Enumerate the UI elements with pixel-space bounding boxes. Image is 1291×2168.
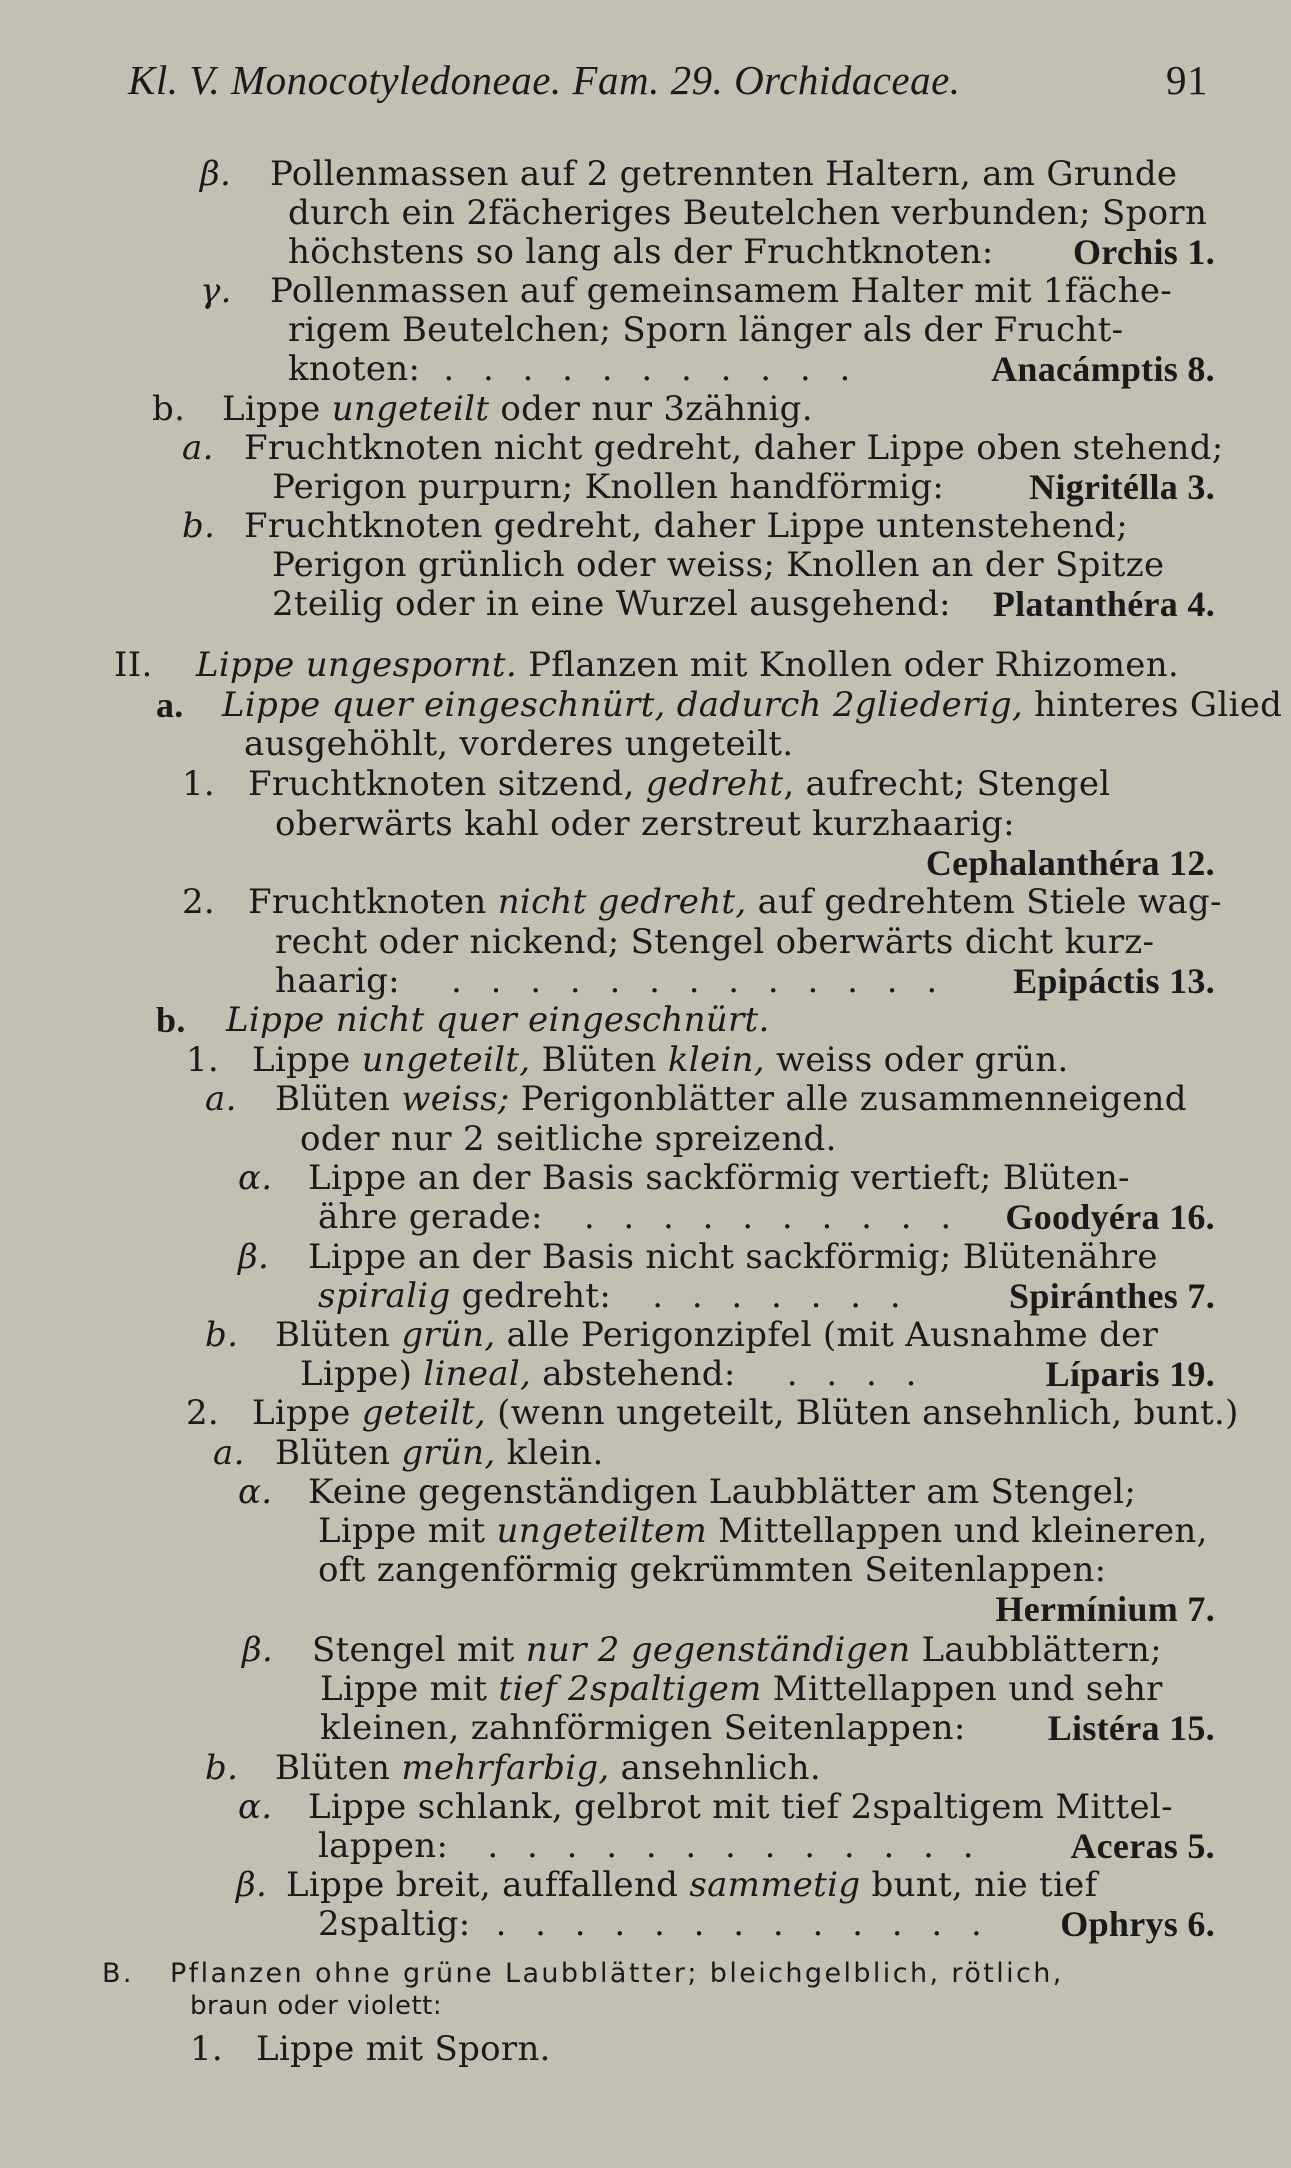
text-line [275, 922, 1215, 962]
line-text: bunt, nie tief [860, 1865, 1098, 1905]
line-text: Fruchtknoten gedreht, daher Lippe untenstehend; [244, 506, 1128, 546]
line-marker: II. [114, 645, 153, 685]
line-text: durch ein 2fächeriges Beutelchen verbunden; Sporn [288, 193, 1208, 233]
line-text: oder nur 2 seitliche spreizend. [300, 1119, 837, 1159]
line-text: Perigonblätter alle zusammenneigend [509, 1079, 1187, 1119]
text-line [272, 584, 1215, 624]
text-line [288, 349, 1215, 389]
line-marker: 1. [186, 1040, 220, 1080]
line-text: Blüten [275, 1079, 402, 1119]
leader-dots: . . . . . . . . . . . [443, 349, 860, 389]
line-text: Lippe mit [318, 1511, 497, 1551]
line-text: Pollenmassen auf gemeinsamem Halter mit 1fäche- [270, 271, 1173, 311]
genus-name: Epipáctis 13. [1013, 961, 1215, 1001]
line-marker: a. [205, 1079, 237, 1119]
line-marker: 2. [186, 1393, 220, 1433]
line-marker: b. [156, 1000, 186, 1040]
line-text: ähre gerade: [318, 1197, 543, 1237]
line-text: höchstens so lang als der Fruchtknoten: [288, 232, 994, 272]
line-text-italic: mehrfarbig, [401, 1748, 610, 1788]
text-line [275, 961, 1215, 1001]
leader-dots: . . . . [786, 1354, 926, 1394]
line-text: Lippe) [300, 1354, 424, 1394]
line-marker: α. [238, 1472, 273, 1512]
line-text-italic: ungeteilt [331, 389, 490, 429]
running-header [128, 56, 1208, 106]
text-line [238, 1237, 1215, 1277]
line-marker: α. [238, 1787, 273, 1827]
line-marker: α. [238, 1158, 273, 1198]
text-line [275, 804, 1215, 844]
line-text-italic: grün, [401, 1433, 496, 1473]
text-line [318, 1826, 1215, 1866]
genus-name: Hermínium 7. [995, 1589, 1215, 1629]
line-text-italic: spiralig [318, 1276, 451, 1316]
text-line [182, 428, 1224, 468]
line-marker: b. [205, 1748, 239, 1788]
text-line [182, 882, 1222, 922]
text-line [300, 1119, 1215, 1159]
line-text: Lippe mit [320, 1669, 499, 1709]
line-marker: B. [102, 1958, 134, 1989]
line-marker: a. [213, 1433, 245, 1473]
line-text: recht oder nickend; Stengel oberwärts dicht kurz- [275, 922, 1155, 962]
line-text: kleinen, zahnförmigen Seitenlappen: [320, 1708, 966, 1748]
line-text-italic: ungeteiltem [496, 1511, 708, 1551]
line-text: lappen: [318, 1826, 449, 1866]
line-text: hinteres Glied [1023, 685, 1283, 725]
text-line [318, 1197, 1215, 1237]
line-text: ansehnlich. [609, 1748, 821, 1788]
line-text: rigem Beutelchen; Sporn länger als der Frucht- [288, 310, 1124, 350]
text-line [182, 764, 1215, 804]
header-title: Kl. V. Monocotyledoneae. Fam. 29. Orchidaceae. [128, 57, 961, 103]
line-marker: γ. [200, 271, 232, 311]
genus-name: Platanthéra 4. [992, 584, 1215, 624]
text-line [190, 2029, 1215, 2069]
text-line [238, 1472, 1215, 1512]
text-line [300, 1354, 1215, 1394]
text-line [182, 506, 1215, 546]
text-line [318, 1550, 1215, 1590]
line-marker: β. [200, 154, 232, 194]
line-text: Fruchtknoten [248, 882, 498, 922]
line-text: (wenn ungeteilt, Blüten ansehnlich, bunt.) [486, 1393, 1239, 1433]
line-marker: 2. [182, 882, 216, 922]
line-text-italic: gedreht [645, 764, 784, 804]
text-line [320, 1669, 1215, 1709]
text-line [288, 310, 1215, 350]
text-line [236, 1865, 1215, 1905]
line-text: Lippe [252, 1040, 362, 1080]
line-marker: b. [152, 389, 186, 429]
text-line [320, 1708, 1215, 1748]
line-text: Mittellappen und sehr [761, 1669, 1163, 1709]
genus-name: Goodyéra 16. [1005, 1197, 1215, 1237]
line-marker: 1. [182, 764, 216, 804]
line-text-italic: geteilt, [361, 1393, 487, 1433]
page-number: 91 [1166, 57, 1208, 103]
leader-dots: . . . . . . . [652, 1276, 910, 1316]
line-text: Stengel mit [312, 1630, 526, 1670]
genus-name: Spiránthes 7. [1009, 1276, 1215, 1316]
genus-name: Anacámptis 8. [991, 349, 1215, 389]
text-line [156, 685, 1283, 725]
line-marker: 1. [190, 2029, 224, 2069]
genus-name: Aceras 5. [1070, 1826, 1215, 1866]
text-line [242, 1630, 1215, 1670]
line-text: Blüten [275, 1748, 402, 1788]
line-text-italic: Lippe nicht quer eingeschnürt. [226, 1000, 770, 1040]
line-text: 2teilig oder in eine Wurzel ausgehend: [272, 584, 951, 624]
line-text-italic: Lippe ungespornt. [196, 645, 517, 685]
line-marker: a. [182, 428, 214, 468]
genus-name: Orchis 1. [1072, 232, 1215, 272]
line-text-italic: nicht gedreht, [497, 882, 747, 922]
line-text: Pflanzen mit Knollen oder Rhizomen. [517, 645, 1180, 685]
line-text: Lippe [222, 389, 332, 429]
line-text-italic: grün, [401, 1315, 496, 1355]
line-text: 2spaltig: [318, 1904, 471, 1944]
line-text: oder nur 3zähnig. [489, 389, 813, 429]
line-marker: β. [242, 1630, 274, 1670]
line-text: alle Perigonzipfel (mit Ausnahme der [495, 1315, 1159, 1355]
genus-name: Ophrys 6. [1060, 1904, 1215, 1944]
text-line [205, 1079, 1215, 1119]
line-text: braun oder violett: [190, 1991, 443, 2021]
line-text: oberwärts kahl oder zerstreut kurzhaarig: [275, 804, 1015, 844]
line-marker: b. [205, 1315, 239, 1355]
text-line [200, 271, 1215, 311]
line-text-italic: klein, [667, 1040, 765, 1080]
text-line [200, 154, 1215, 194]
line-text: Pollenmassen auf 2 getrennten Haltern, am Grunde [270, 154, 1178, 194]
line-text-italic: weiss; [401, 1079, 510, 1119]
line-text: Keine gegenständigen Laubblätter am Stengel; [308, 1472, 1137, 1512]
line-text: ausgehöhlt, vorderes ungeteilt. [244, 724, 794, 764]
line-text-italic: nur 2 gegenständigen [525, 1630, 911, 1670]
line-text: , aufrecht; Stengel [783, 764, 1111, 804]
line-text: Pflanzen ohne grüne Laubblätter; bleichgelblich, rötlich, [170, 1958, 1064, 1989]
text-line [186, 1393, 1239, 1433]
genus-name: Líparis 19. [1045, 1354, 1215, 1394]
text-line [152, 389, 1215, 429]
text-line [272, 467, 1215, 507]
text-line [318, 1511, 1215, 1551]
line-text: gedreht: [450, 1276, 612, 1316]
genus-name: Nigritélla 3. [1029, 467, 1215, 507]
genus-name: Cephalanthéra 12. [925, 843, 1215, 883]
line-text: Perigon purpurn; Knollen handförmig: [272, 467, 945, 507]
line-text-italic: lineal, [423, 1354, 532, 1394]
text-line [288, 232, 1215, 272]
line-text: Perigon grünlich oder weiss; Knollen an der Spitze [272, 545, 1165, 585]
line-marker: β. [238, 1237, 270, 1277]
line-text: Blüten [275, 1315, 402, 1355]
line-text: Lippe an der Basis sackförmig vertieft; Blüten- [308, 1158, 1130, 1198]
line-text-italic: Lippe quer eingeschnürt, dadurch 2gliederig, [222, 685, 1023, 725]
text-line [288, 193, 1215, 233]
text-line [272, 545, 1215, 585]
line-marker: a. [156, 685, 184, 725]
text-line [244, 724, 1215, 764]
text-line [318, 1276, 1215, 1316]
line-text: Fruchtknoten nicht gedreht, daher Lippe oben stehend; [244, 428, 1224, 468]
line-text: Lippe [252, 1393, 362, 1433]
leader-dots: . . . . . . . . . . . . . [451, 961, 947, 1001]
line-marker: β. [236, 1865, 268, 1905]
line-text: Lippe mit Sporn. [256, 2029, 551, 2069]
leader-dots: . . . . . . . . . . . . . [495, 1904, 991, 1944]
line-text: oft zangenförmig gekrümmten Seitenlappen: [318, 1550, 1107, 1590]
line-text-italic: tief 2spaltigem [498, 1669, 762, 1709]
line-text: Blüten [530, 1040, 668, 1080]
text-line [114, 645, 1215, 685]
line-text: haarig: [275, 961, 400, 1001]
line-text: knoten: [288, 349, 421, 389]
text-line [205, 1315, 1215, 1355]
line-text: Lippe an der Basis nicht sackförmig; Blütenähre [308, 1237, 1158, 1277]
line-text: Fruchtknoten sitzend, [248, 764, 646, 804]
line-text: abstehend: [531, 1354, 736, 1394]
text-line [190, 1986, 1190, 2026]
text-line [213, 1433, 1215, 1473]
text-line [205, 1748, 1215, 1788]
line-text: Blüten [275, 1433, 402, 1473]
genus-name: Listéra 15. [1047, 1708, 1215, 1748]
text-line [238, 1158, 1215, 1198]
line-text: Lippe breit, auffallend [286, 1865, 690, 1905]
line-marker: b. [182, 506, 216, 546]
line-text: weiss oder grün. [764, 1040, 1069, 1080]
line-text: Mittellappen und kleineren, [707, 1511, 1208, 1551]
line-text: Lippe schlank, gelbrot mit tief 2spaltigem Mittel- [308, 1787, 1173, 1827]
text-line [186, 1040, 1215, 1080]
text-line [318, 1904, 1215, 1944]
text-line [238, 1787, 1215, 1827]
line-text: Laubblättern; [910, 1630, 1162, 1670]
line-text-italic: ungeteilt, [361, 1040, 531, 1080]
leader-dots: . . . . . . . . . . [583, 1197, 961, 1237]
line-text: auf gedrehtem Stiele wag- [746, 882, 1222, 922]
line-text: klein. [495, 1433, 604, 1473]
text-line [156, 1000, 1215, 1040]
leader-dots: . . . . . . . . . . . . . [487, 1826, 983, 1866]
line-text-italic: sammetig [689, 1865, 861, 1905]
